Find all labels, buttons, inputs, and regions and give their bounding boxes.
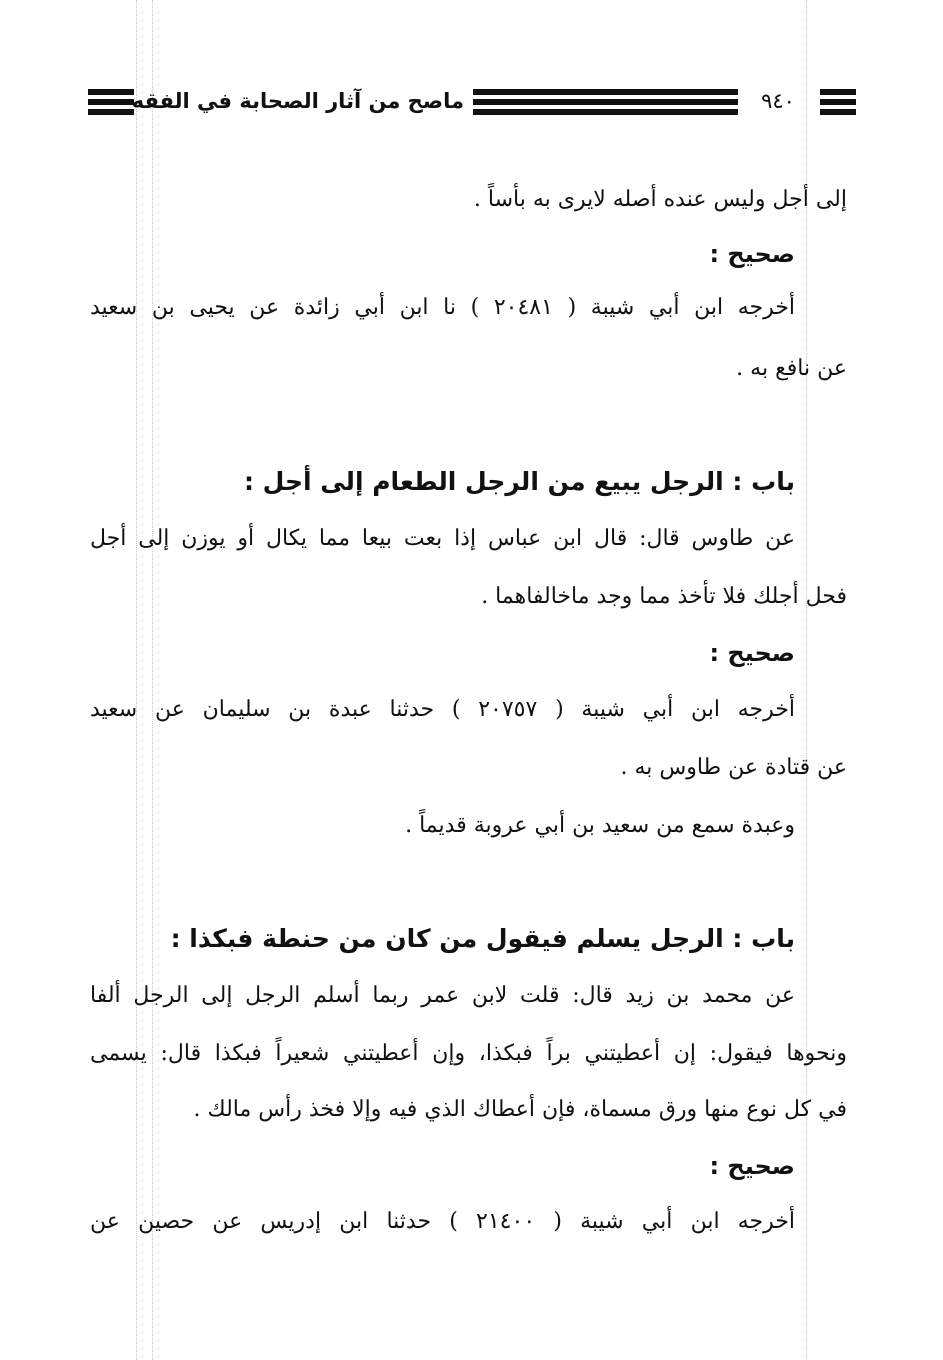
text-line: فحل أجلك فلا تأخذ مما وجد ماخالفاهما .: [481, 584, 847, 609]
header-rule-right: [820, 82, 856, 120]
running-header-title: ماصح من آثار الصحابة في الفقه: [131, 89, 464, 113]
text-line: عن نافع به .: [736, 356, 847, 381]
header-rule-middle: [473, 82, 738, 120]
text-line: أخرجه ابن أبي شيبة ( ٢١٤٠٠ ) حدثنا ابن إدريس عن حصين عن: [90, 1209, 795, 1234]
chapter-heading: باب : الرجل يسلم فيقول من كان من حنطة فبكذا :: [170, 924, 795, 953]
text-line: في كل نوع منها ورق مسماة، فإن أعطاك الذي فيه وإلا فخذ رأس مالك .: [193, 1097, 847, 1122]
grading-label: صحيح :: [709, 639, 795, 667]
text-line: ونحوها فيقول: إن أعطيتني براً فبكذا، وإن أعطيتني شعيراً فبكذا قال: يسمى: [90, 1041, 847, 1066]
text-line: إلى أجل وليس عنده أصله لايرى به بأساً .: [473, 187, 847, 212]
text-line: عن قتادة عن طاوس به .: [620, 755, 847, 780]
text-line: وعبدة سمع من سعيد بن أبي عروبة قديماً .: [405, 813, 795, 838]
grading-label: صحيح :: [709, 1152, 795, 1180]
text-line: أخرجه ابن أبي شيبة ( ٢٠٤٨١ ) نا ابن أبي زائدة عن يحيى بن سعيد: [90, 295, 795, 320]
text-line: أخرجه ابن أبي شيبة ( ٢٠٧٥٧ ) حدثنا عبدة بن سليمان عن سعيد: [90, 697, 795, 722]
running-header: [88, 82, 856, 120]
chapter-heading: باب : الرجل يبيع من الرجل الطعام إلى أجل :: [243, 467, 795, 496]
grading-label: صحيح :: [709, 240, 795, 268]
page-number: ٩٤٠: [761, 89, 795, 113]
header-rule-left: [88, 82, 134, 120]
text-line: عن طاوس قال: قال ابن عباس إذا بعت بيعا مما يكال أو يوزن إلى أجل: [90, 526, 795, 551]
text-line: عن محمد بن زيد قال: قلت لابن عمر ربما أسلم الرجل إلى الرجل ألفا: [90, 983, 795, 1008]
